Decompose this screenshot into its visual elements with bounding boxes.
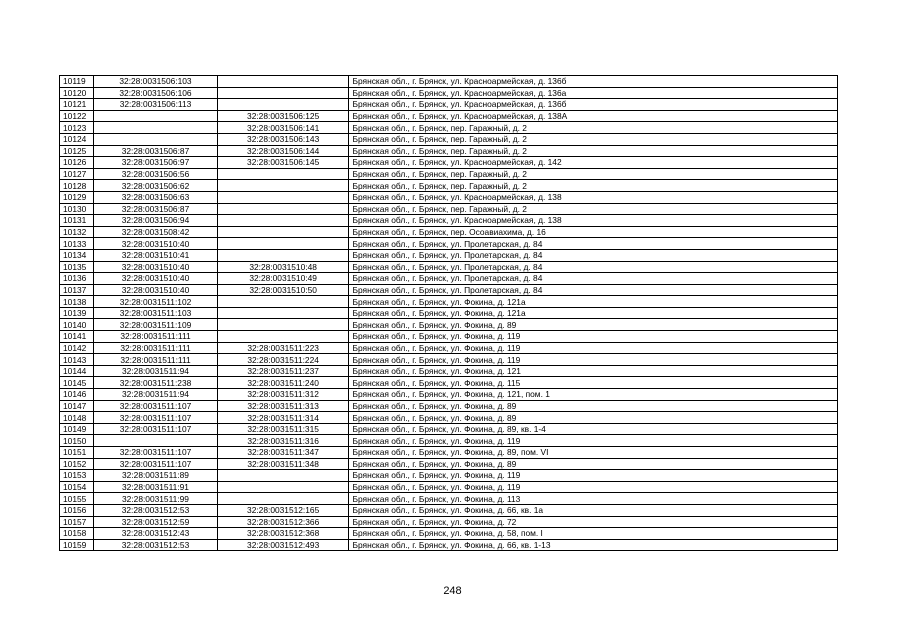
table-row bbox=[60, 168, 838, 180]
row-number-cell: 10139 bbox=[60, 307, 94, 319]
row-number-cell: 10146 bbox=[60, 389, 94, 401]
related-cadastral-number-cell bbox=[217, 296, 349, 308]
row-number-cell: 10125 bbox=[60, 145, 94, 157]
related-cadastral-number-cell: 32:28:0031506:145 bbox=[217, 157, 349, 169]
row-number-cell: 10145 bbox=[60, 377, 94, 389]
related-cadastral-number-cell: 32:28:0031511:347 bbox=[217, 447, 349, 459]
related-cadastral-number-cell: 32:28:0031511:348 bbox=[217, 458, 349, 470]
row-number-cell: 10140 bbox=[60, 319, 94, 331]
address-cell: Брянская обл., г. Брянск, ул. Фокина, д. 121, пом. 1 bbox=[349, 389, 838, 401]
address-cell: Брянская обл., г. Брянск, ул. Фокина, д. 119 bbox=[349, 331, 838, 343]
table-row bbox=[60, 331, 838, 343]
address-cell: Брянская обл., г. Брянск, ул. Пролетарская, д. 84 bbox=[349, 261, 838, 273]
row-number-cell: 10135 bbox=[60, 261, 94, 273]
cadastral-number-cell: 32:28:0031511:111 bbox=[94, 331, 218, 343]
cadastral-number-cell: 32:28:0031510:40 bbox=[94, 273, 218, 285]
cadastral-number-cell: 32:28:0031511:89 bbox=[94, 470, 218, 482]
address-cell: Брянская обл., г. Брянск, ул. Фокина, д. 89, пом. VI bbox=[349, 447, 838, 459]
related-cadastral-number-cell: 32:28:0031511:224 bbox=[217, 354, 349, 366]
address-cell: Брянская обл., г. Брянск, пер. Осоавиахима, д. 16 bbox=[349, 226, 838, 238]
table-row bbox=[60, 458, 838, 470]
cadastral-number-cell bbox=[94, 133, 218, 145]
address-cell: Брянская обл., г. Брянск, ул. Фокина, д. 89 bbox=[349, 458, 838, 470]
address-cell: Брянская обл., г. Брянск, ул. Красноармейская, д. 136а bbox=[349, 87, 838, 99]
cadastral-number-cell: 32:28:0031510:40 bbox=[94, 284, 218, 296]
cadastral-number-cell: 32:28:0031511:94 bbox=[94, 365, 218, 377]
related-cadastral-number-cell bbox=[217, 331, 349, 343]
row-number-cell: 10127 bbox=[60, 168, 94, 180]
related-cadastral-number-cell: 32:28:0031506:143 bbox=[217, 133, 349, 145]
address-cell: Брянская обл., г. Брянск, ул. Фокина, д. 119 bbox=[349, 354, 838, 366]
row-number-cell: 10122 bbox=[60, 110, 94, 122]
row-number-cell: 10133 bbox=[60, 238, 94, 250]
row-number-cell: 10144 bbox=[60, 365, 94, 377]
cadastral-number-cell: 32:28:0031506:56 bbox=[94, 168, 218, 180]
cadastral-number-cell: 32:28:0031506:106 bbox=[94, 87, 218, 99]
cadastral-number-cell: 32:28:0031506:97 bbox=[94, 157, 218, 169]
row-number-cell: 10147 bbox=[60, 400, 94, 412]
related-cadastral-number-cell: 32:28:0031511:313 bbox=[217, 400, 349, 412]
row-number-cell: 10129 bbox=[60, 191, 94, 203]
related-cadastral-number-cell bbox=[217, 76, 349, 88]
table-row bbox=[60, 76, 838, 88]
related-cadastral-number-cell bbox=[217, 238, 349, 250]
table-row bbox=[60, 238, 838, 250]
related-cadastral-number-cell: 32:28:0031510:48 bbox=[217, 261, 349, 273]
related-cadastral-number-cell bbox=[217, 168, 349, 180]
table-row bbox=[60, 504, 838, 516]
address-cell: Брянская обл., г. Брянск, ул. Фокина, д. 89, кв. 1-4 bbox=[349, 423, 838, 435]
table-row bbox=[60, 307, 838, 319]
table-row bbox=[60, 215, 838, 227]
cadastral-number-cell: 32:28:0031511:107 bbox=[94, 458, 218, 470]
related-cadastral-number-cell bbox=[217, 215, 349, 227]
table-row bbox=[60, 157, 838, 169]
cadastral-number-cell: 32:28:0031510:40 bbox=[94, 238, 218, 250]
row-number-cell: 10128 bbox=[60, 180, 94, 192]
address-cell: Брянская обл., г. Брянск, ул. Красноармейская, д. 138А bbox=[349, 110, 838, 122]
table-row bbox=[60, 516, 838, 528]
related-cadastral-number-cell: 32:28:0031506:141 bbox=[217, 122, 349, 134]
row-number-cell: 10119 bbox=[60, 76, 94, 88]
cadastral-number-cell: 32:28:0031512:43 bbox=[94, 528, 218, 540]
cadastral-number-cell: 32:28:0031510:40 bbox=[94, 261, 218, 273]
table-row bbox=[60, 191, 838, 203]
row-number-cell: 10157 bbox=[60, 516, 94, 528]
cadastral-number-cell: 32:28:0031510:41 bbox=[94, 249, 218, 261]
table-row bbox=[60, 435, 838, 447]
address-cell: Брянская обл., г. Брянск, ул. Фокина, д. 121а bbox=[349, 307, 838, 319]
registry-table-body bbox=[60, 76, 838, 551]
address-cell: Брянская обл., г. Брянск, ул. Пролетарская, д. 84 bbox=[349, 238, 838, 250]
related-cadastral-number-cell bbox=[217, 481, 349, 493]
address-cell: Брянская обл., г. Брянск, ул. Фокина, д. 119 bbox=[349, 470, 838, 482]
related-cadastral-number-cell: 32:28:0031511:223 bbox=[217, 342, 349, 354]
address-cell: Брянская обл., г. Брянск, пер. Гаражный, д. 2 bbox=[349, 145, 838, 157]
row-number-cell: 10124 bbox=[60, 133, 94, 145]
address-cell: Брянская обл., г. Брянск, ул. Фокина, д. 89 bbox=[349, 400, 838, 412]
row-number-cell: 10155 bbox=[60, 493, 94, 505]
table-row bbox=[60, 319, 838, 331]
table-row bbox=[60, 400, 838, 412]
table-row bbox=[60, 539, 838, 551]
related-cadastral-number-cell: 32:28:0031511:312 bbox=[217, 389, 349, 401]
row-number-cell: 10158 bbox=[60, 528, 94, 540]
row-number-cell: 10137 bbox=[60, 284, 94, 296]
table-row bbox=[60, 203, 838, 215]
address-cell: Брянская обл., г. Брянск, ул. Фокина, д. 121 bbox=[349, 365, 838, 377]
table-row bbox=[60, 354, 838, 366]
row-number-cell: 10156 bbox=[60, 504, 94, 516]
table-row bbox=[60, 470, 838, 482]
related-cadastral-number-cell bbox=[217, 99, 349, 111]
table-row bbox=[60, 110, 838, 122]
address-cell: Брянская обл., г. Брянск, ул. Фокина, д. 89 bbox=[349, 412, 838, 424]
address-cell: Брянская обл., г. Брянск, ул. Красноармейская, д. 136б bbox=[349, 99, 838, 111]
cadastral-number-cell: 32:28:0031511:238 bbox=[94, 377, 218, 389]
row-number-cell: 10120 bbox=[60, 87, 94, 99]
cadastral-number-cell: 32:28:0031511:107 bbox=[94, 412, 218, 424]
row-number-cell: 10142 bbox=[60, 342, 94, 354]
table-row bbox=[60, 261, 838, 273]
cadastral-number-cell bbox=[94, 435, 218, 447]
related-cadastral-number-cell bbox=[217, 493, 349, 505]
address-cell: Брянская обл., г. Брянск, ул. Пролетарская, д. 84 bbox=[349, 273, 838, 285]
table-row bbox=[60, 180, 838, 192]
cadastral-number-cell: 32:28:0031511:109 bbox=[94, 319, 218, 331]
table-row bbox=[60, 365, 838, 377]
address-cell: Брянская обл., г. Брянск, ул. Красноармейская, д. 136б bbox=[349, 76, 838, 88]
address-cell: Брянская обл., г. Брянск, ул. Фокина, д. 113 bbox=[349, 493, 838, 505]
address-cell: Брянская обл., г. Брянск, ул. Фокина, д. 119 bbox=[349, 342, 838, 354]
related-cadastral-number-cell: 32:28:0031511:315 bbox=[217, 423, 349, 435]
row-number-cell: 10132 bbox=[60, 226, 94, 238]
row-number-cell: 10152 bbox=[60, 458, 94, 470]
related-cadastral-number-cell: 32:28:0031510:50 bbox=[217, 284, 349, 296]
cadastral-number-cell: 32:28:0031506:63 bbox=[94, 191, 218, 203]
cadastral-number-cell: 32:28:0031508:42 bbox=[94, 226, 218, 238]
row-number-cell: 10154 bbox=[60, 481, 94, 493]
related-cadastral-number-cell bbox=[217, 191, 349, 203]
cadastral-number-cell: 32:28:0031506:113 bbox=[94, 99, 218, 111]
row-number-cell: 10141 bbox=[60, 331, 94, 343]
row-number-cell: 10126 bbox=[60, 157, 94, 169]
related-cadastral-number-cell bbox=[217, 226, 349, 238]
table-row bbox=[60, 423, 838, 435]
related-cadastral-number-cell bbox=[217, 470, 349, 482]
related-cadastral-number-cell bbox=[217, 319, 349, 331]
address-cell: Брянская обл., г. Брянск, пер. Гаражный, д. 2 bbox=[349, 180, 838, 192]
cadastral-number-cell: 32:28:0031506:94 bbox=[94, 215, 218, 227]
cadastral-number-cell: 32:28:0031511:103 bbox=[94, 307, 218, 319]
cadastral-number-cell: 32:28:0031511:102 bbox=[94, 296, 218, 308]
row-number-cell: 10151 bbox=[60, 447, 94, 459]
related-cadastral-number-cell: 32:28:0031511:314 bbox=[217, 412, 349, 424]
related-cadastral-number-cell: 32:28:0031511:237 bbox=[217, 365, 349, 377]
cadastral-number-cell: 32:28:0031512:59 bbox=[94, 516, 218, 528]
cadastral-number-cell: 32:28:0031511:111 bbox=[94, 354, 218, 366]
related-cadastral-number-cell: 32:28:0031510:49 bbox=[217, 273, 349, 285]
table-row bbox=[60, 145, 838, 157]
address-cell: Брянская обл., г. Брянск, ул. Фокина, д. 119 bbox=[349, 435, 838, 447]
address-cell: Брянская обл., г. Брянск, пер. Гаражный, д. 2 bbox=[349, 203, 838, 215]
address-cell: Брянская обл., г. Брянск, ул. Фокина, д. 66, кв. 1а bbox=[349, 504, 838, 516]
row-number-cell: 10153 bbox=[60, 470, 94, 482]
cadastral-number-cell: 32:28:0031511:107 bbox=[94, 400, 218, 412]
address-cell: Брянская обл., г. Брянск, ул. Фокина, д. 119 bbox=[349, 481, 838, 493]
address-cell: Брянская обл., г. Брянск, ул. Фокина, д. 72 bbox=[349, 516, 838, 528]
related-cadastral-number-cell: 32:28:0031511:240 bbox=[217, 377, 349, 389]
table-row bbox=[60, 377, 838, 389]
cadastral-number-cell: 32:28:0031511:99 bbox=[94, 493, 218, 505]
cadastral-number-cell: 32:28:0031511:107 bbox=[94, 423, 218, 435]
address-cell: Брянская обл., г. Брянск, ул. Пролетарская, д. 84 bbox=[349, 284, 838, 296]
address-cell: Брянская обл., г. Брянск, пер. Гаражный, д. 2 bbox=[349, 133, 838, 145]
row-number-cell: 10148 bbox=[60, 412, 94, 424]
registry-table bbox=[59, 75, 838, 551]
cadastral-number-cell: 32:28:0031512:53 bbox=[94, 504, 218, 516]
table-row bbox=[60, 87, 838, 99]
row-number-cell: 10130 bbox=[60, 203, 94, 215]
table-row bbox=[60, 412, 838, 424]
address-cell: Брянская обл., г. Брянск, ул. Пролетарская, д. 84 bbox=[349, 249, 838, 261]
related-cadastral-number-cell: 32:28:0031512:368 bbox=[217, 528, 349, 540]
related-cadastral-number-cell: 32:28:0031506:144 bbox=[217, 145, 349, 157]
table-row bbox=[60, 296, 838, 308]
address-cell: Брянская обл., г. Брянск, пер. Гаражный, д. 2 bbox=[349, 168, 838, 180]
address-cell: Брянская обл., г. Брянск, пер. Гаражный, д. 2 bbox=[349, 122, 838, 134]
row-number-cell: 10121 bbox=[60, 99, 94, 111]
cadastral-number-cell bbox=[94, 110, 218, 122]
table-row bbox=[60, 133, 838, 145]
table-row bbox=[60, 481, 838, 493]
row-number-cell: 10131 bbox=[60, 215, 94, 227]
table-row bbox=[60, 389, 838, 401]
row-number-cell: 10149 bbox=[60, 423, 94, 435]
row-number-cell: 10138 bbox=[60, 296, 94, 308]
table-row bbox=[60, 273, 838, 285]
cadastral-number-cell: 32:28:0031506:62 bbox=[94, 180, 218, 192]
address-cell: Брянская обл., г. Брянск, ул. Фокина, д. 66, кв. 1-13 bbox=[349, 539, 838, 551]
cadastral-number-cell: 32:28:0031506:103 bbox=[94, 76, 218, 88]
table-row bbox=[60, 122, 838, 134]
address-cell: Брянская обл., г. Брянск, ул. Красноармейская, д. 142 bbox=[349, 157, 838, 169]
related-cadastral-number-cell bbox=[217, 307, 349, 319]
row-number-cell: 10143 bbox=[60, 354, 94, 366]
row-number-cell: 10150 bbox=[60, 435, 94, 447]
cadastral-number-cell: 32:28:0031511:94 bbox=[94, 389, 218, 401]
row-number-cell: 10159 bbox=[60, 539, 94, 551]
related-cadastral-number-cell: 32:28:0031512:366 bbox=[217, 516, 349, 528]
related-cadastral-number-cell: 32:28:0031512:165 bbox=[217, 504, 349, 516]
table-row bbox=[60, 493, 838, 505]
cadastral-number-cell: 32:28:0031511:91 bbox=[94, 481, 218, 493]
row-number-cell: 10134 bbox=[60, 249, 94, 261]
page-number: 248 bbox=[443, 585, 462, 597]
cadastral-number-cell bbox=[94, 122, 218, 134]
address-cell: Брянская обл., г. Брянск, ул. Красноармейская, д. 138 bbox=[349, 215, 838, 227]
related-cadastral-number-cell bbox=[217, 180, 349, 192]
table-row bbox=[60, 249, 838, 261]
cadastral-number-cell: 32:28:0031511:107 bbox=[94, 447, 218, 459]
address-cell: Брянская обл., г. Брянск, ул. Фокина, д. 121а bbox=[349, 296, 838, 308]
related-cadastral-number-cell bbox=[217, 87, 349, 99]
address-cell: Брянская обл., г. Брянск, ул. Фокина, д. 115 bbox=[349, 377, 838, 389]
related-cadastral-number-cell bbox=[217, 203, 349, 215]
table-row bbox=[60, 342, 838, 354]
cadastral-number-cell: 32:28:0031512:53 bbox=[94, 539, 218, 551]
address-cell: Брянская обл., г. Брянск, ул. Фокина, д. 58, пом. I bbox=[349, 528, 838, 540]
related-cadastral-number-cell: 32:28:0031506:125 bbox=[217, 110, 349, 122]
address-cell: Брянская обл., г. Брянск, ул. Фокина, д. 89 bbox=[349, 319, 838, 331]
related-cadastral-number-cell bbox=[217, 249, 349, 261]
table-row bbox=[60, 284, 838, 296]
row-number-cell: 10136 bbox=[60, 273, 94, 285]
related-cadastral-number-cell: 32:28:0031511:316 bbox=[217, 435, 349, 447]
cadastral-number-cell: 32:28:0031506:87 bbox=[94, 203, 218, 215]
related-cadastral-number-cell: 32:28:0031512:493 bbox=[217, 539, 349, 551]
cadastral-number-cell: 32:28:0031511:111 bbox=[94, 342, 218, 354]
cadastral-number-cell: 32:28:0031506:87 bbox=[94, 145, 218, 157]
table-row bbox=[60, 99, 838, 111]
table-row bbox=[60, 226, 838, 238]
table-row bbox=[60, 447, 838, 459]
address-cell: Брянская обл., г. Брянск, ул. Красноармейская, д. 138 bbox=[349, 191, 838, 203]
row-number-cell: 10123 bbox=[60, 122, 94, 134]
table-row bbox=[60, 528, 838, 540]
